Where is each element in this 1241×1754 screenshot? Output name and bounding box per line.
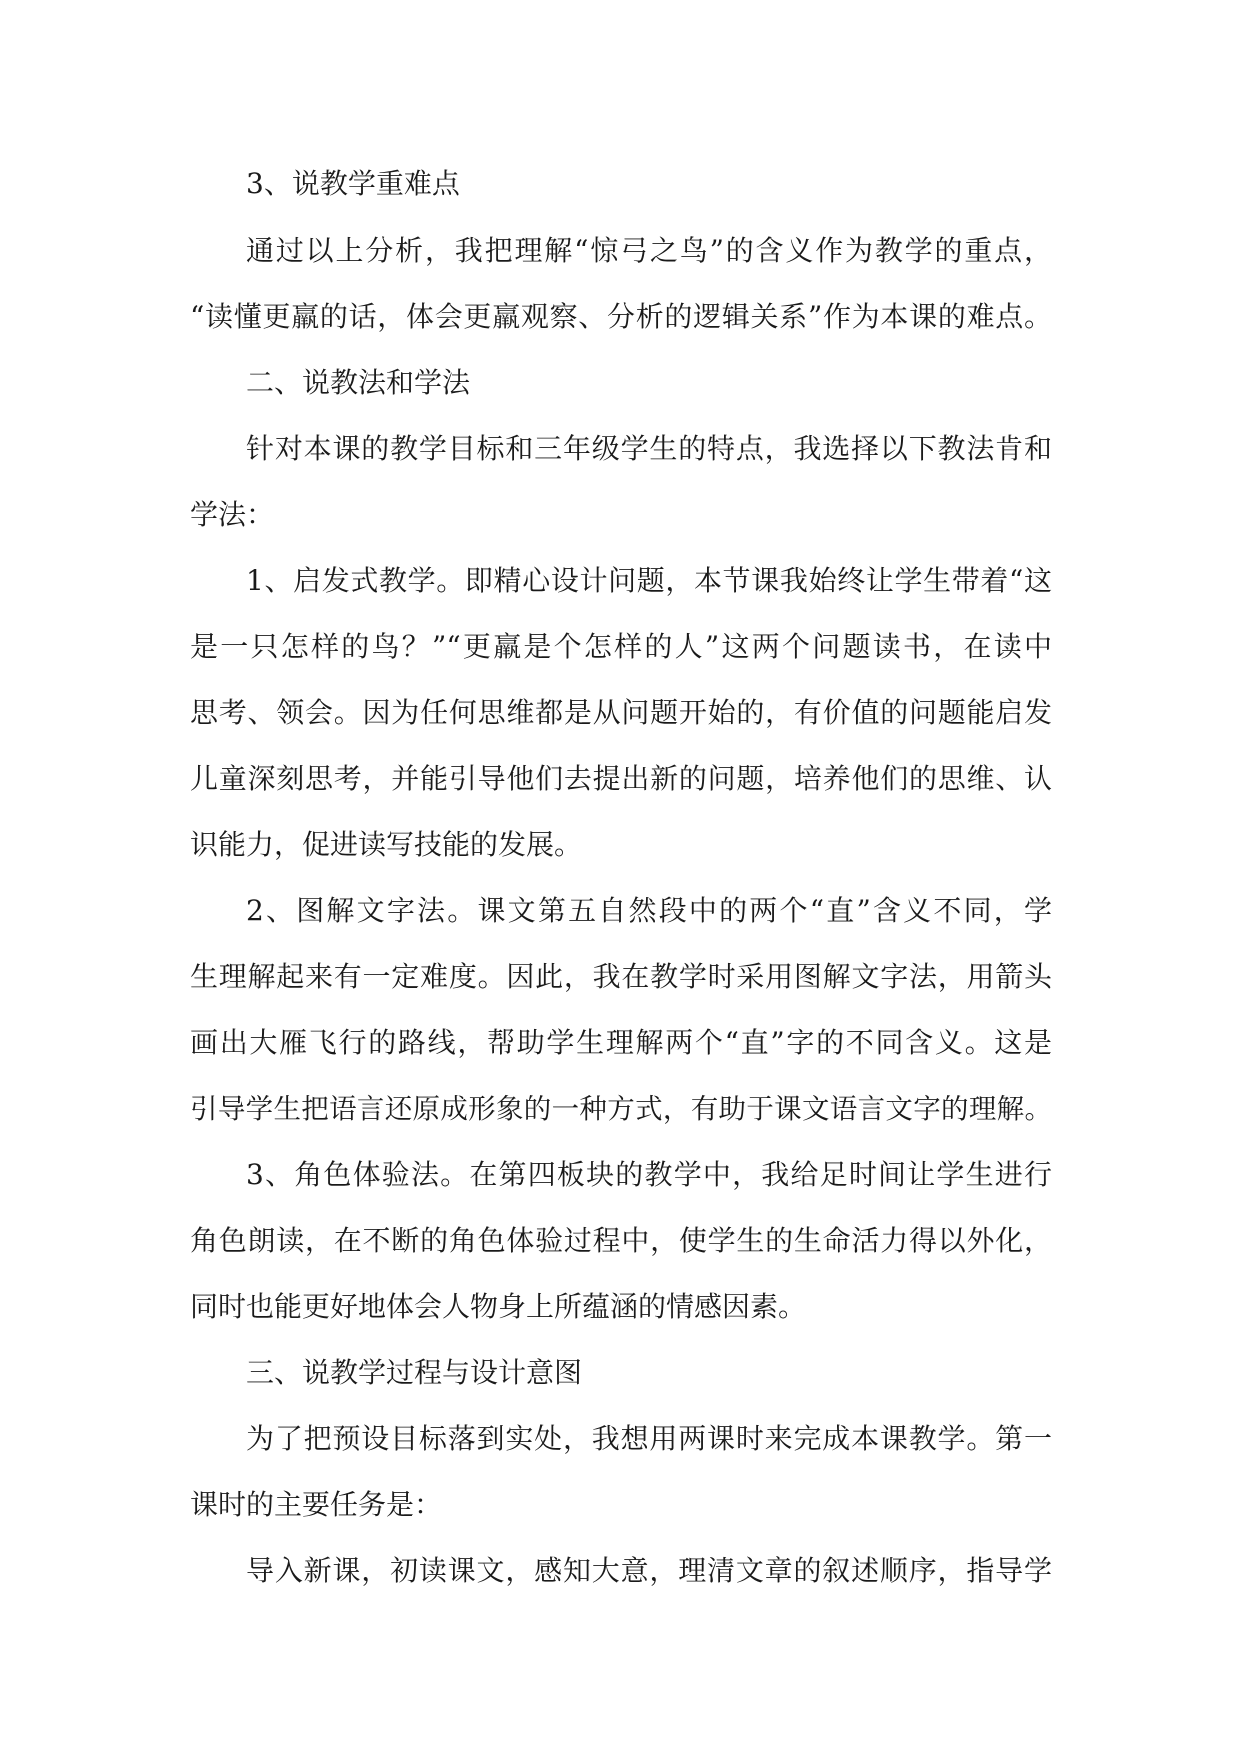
paragraph-line: 针对本课的教学目标和三年级学生的特点，我选择以下教法肯和	[246, 432, 1052, 465]
paragraph-line: 引导学生把语言还原成形象的一种方式，有助于课文语言文字的理解。	[190, 1093, 1052, 1125]
paragraph-line: “读懂更羸的话，体会更羸观察、分析的逻辑关系”作为本课的难点。	[190, 300, 1052, 333]
paragraph-line: 导入新课，初读课文，感知大意，理清文章的叙述顺序，指导学	[246, 1554, 1052, 1587]
paragraph-line: 3、角色体验法。在第四板块的教学中，我给足时间让学生进行	[246, 1158, 1052, 1191]
paragraph-line: 课时的主要任务是：	[190, 1488, 443, 1521]
heading-teaching-process: 三、说教学过程与设计意图	[246, 1356, 583, 1389]
paragraph-line: 生理解起来有一定难度。因此，我在教学时采用图解文字法，用箭头	[190, 960, 1052, 993]
paragraph-line: 学法：	[190, 498, 275, 531]
paragraph-line: 儿童深刻思考，并能引导他们去提出新的问题，培养他们的思维、认	[190, 762, 1052, 795]
heading-key-difficult-points: 3、说教学重难点	[246, 167, 460, 200]
paragraph-line: 2、图解文字法。课文第五自然段中的两个“直”含义不同，学	[246, 894, 1052, 927]
paragraph-line: 通过以上分析，我把理解“惊弓之鸟”的含义作为教学的重点，	[246, 234, 1052, 267]
heading-teaching-methods: 二、说教法和学法	[246, 366, 471, 399]
paragraph-line: 同时也能更好地体会人物身上所蕴涵的情感因素。	[190, 1290, 807, 1323]
paragraph-line: 思考、领会。因为任何思维都是从问题开始的，有价值的问题能启发	[190, 696, 1052, 729]
paragraph-line: 画出大雁飞行的路线，帮助学生理解两个“直”字的不同含义。这是	[190, 1026, 1052, 1059]
paragraph-line: 识能力，促进读写技能的发展。	[190, 828, 583, 861]
paragraph-line: 为了把预设目标落到实处，我想用两课时来完成本课教学。第一	[246, 1422, 1052, 1455]
paragraph-line: 角色朗读，在不断的角色体验过程中，使学生的生命活力得以外化，	[190, 1224, 1052, 1257]
paragraph-line: 1、启发式教学。即精心设计问题，本节课我始终让学生带着“这	[246, 564, 1052, 597]
paragraph-line: 是一只怎样的鸟？”“更羸是个怎样的人”这两个问题读书，在读中	[190, 630, 1052, 663]
